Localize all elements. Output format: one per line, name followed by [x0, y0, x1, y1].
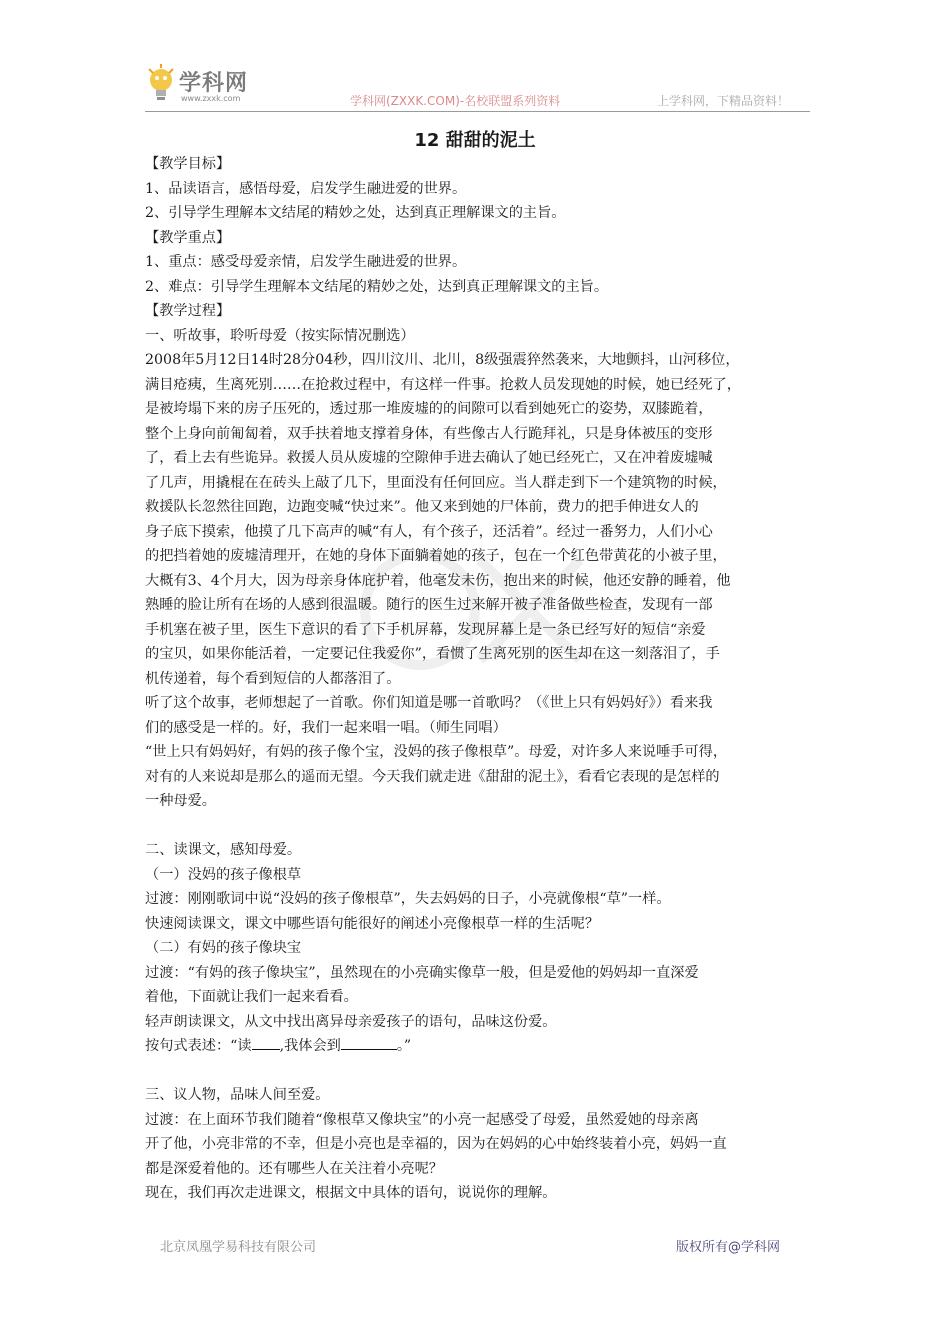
- text-line: 二、读课文，感知母爱。: [145, 842, 302, 858]
- text-line: 都是深爱着他的。还有哪些人在关注着小亮呢？: [145, 1160, 443, 1177]
- text-line: 2、引导学生理解本文结尾的精妙之处，达到真正理解课文的主旨。: [145, 205, 566, 221]
- text-line: 快速阅读课文，课文中哪些语句能很好的阐述小亮像根草一样的生活呢？: [145, 915, 600, 932]
- header-series-text: 学科网(ZXXK.COM)-名校联盟系列资料: [350, 94, 561, 108]
- logo-text: 学科网: [179, 71, 249, 96]
- text-line: 【教学过程】: [145, 303, 231, 319]
- text-line: （二）有妈的孩子像块宝: [145, 940, 302, 956]
- text-line: 1、品读语言，感悟母爱，启发学生融进爱的世界。: [145, 180, 467, 197]
- fill-middle: ,我体会到: [279, 1038, 341, 1054]
- text-line: 的把挡着她的废墟清理开，在她的身体下面躺着她的孩子，包在一个红色带黄花的小被子里，: [145, 548, 727, 564]
- text-line: 一种母爱。: [145, 793, 216, 809]
- fill-prefix: 按句式表述：“读: [145, 1038, 252, 1054]
- blank-line: [145, 1059, 810, 1084]
- blank-line: [145, 814, 810, 839]
- text-line: 整个上身向前匍匐着，双手扶着地支撑着身体，有些像古人行跪拜礼，只是身体被压的变形: [145, 425, 713, 442]
- document-body: [145, 152, 810, 1206]
- blank-underline: [341, 1035, 397, 1050]
- text-line: 过渡：“有妈的孩子像块宝”，虽然现在的小亮确实像草一般，但是爱他的妈妈却一直深爱: [145, 964, 699, 981]
- text-line: 1、重点：感受母爱亲情，启发学生融进爱的世界。: [145, 254, 467, 270]
- text-line: 大概有3、4个月大，因为母亲身体庇护着，他毫发未伤，抱出来的时候，他还安静的睡着，他: [145, 572, 731, 589]
- text-line: 了几声，用撬棍在在砖头上敲了几下，里面没有任何回应。当人群走到下一个建筑物的时候，: [145, 474, 727, 491]
- text-line: “世上只有妈妈好，有妈的孩子像个宝，没妈的孩子像根草”。母爱，对许多人来说唾手可得，: [145, 744, 728, 760]
- text-line: 三、议人物，品味人间至爱。: [145, 1087, 330, 1103]
- text-line: 是被垮塌下来的房子压死的，透过那一堆废墟的的间隙可以看到她死亡的姿势，双膝跪着，: [145, 401, 713, 417]
- text-line: 们的感受是一样的。好，我们一起来唱一唱。（师生同唱）: [145, 719, 507, 736]
- text-line: 2、难点：引导学生理解本文结尾的精妙之处，达到真正理解课文的主旨。: [145, 278, 609, 295]
- text-line: 机传递着，每个看到短信的人都落泪了。: [145, 670, 401, 687]
- text-line: 【教学重点】: [145, 229, 231, 246]
- footer-copyright: 版权所有@学科网: [676, 1240, 781, 1255]
- text-line: 开了他，小亮非常的不幸，但是小亮也是幸福的，因为在妈妈的心中始终装着小亮，妈妈一直: [145, 1136, 727, 1152]
- document-title: 12 甜甜的泥土: [414, 130, 536, 151]
- fill-in-blank-line: [145, 1034, 810, 1059]
- page-header: [145, 62, 810, 112]
- header-divider: [145, 111, 810, 112]
- text-line: 轻声朗读课文，从文中找出离异母亲爱孩子的语句，品味这份爱。: [145, 1013, 557, 1030]
- text-line: 现在，我们再次走进课文，根据文中具体的语句，说说你的理解。: [145, 1185, 557, 1201]
- text-line: 【教学目标】: [145, 156, 231, 172]
- footer-company: 北京凤凰学易科技有限公司: [160, 1240, 317, 1255]
- header-slogan: 上学科网，下精品资料！: [657, 94, 790, 108]
- text-line: 过渡：在上面环节我们随着“像根草又像块宝”的小亮一起感受了母爱，虽然爱她的母亲离: [145, 1111, 699, 1128]
- text-line: 听了这个故事，老师想起了一首歌。你们知道是哪一首歌吗？（《世上只有妈妈好》）看来我: [145, 695, 713, 711]
- text-line: 对有的人来说却是那么的遥而无望。今天我们就走进《甜甜的泥土》，看看它表现的是怎样的: [145, 768, 720, 785]
- logo: [145, 62, 265, 112]
- lightbulb-mascot-icon: [145, 64, 177, 110]
- text-line: 救援队长忽然往回跑，边跑变喊“快过来”。他又来到她的尸体前，费力的把手伸进女人的: [145, 499, 699, 515]
- logo-url: www.zxxk.com: [181, 94, 241, 103]
- fill-suffix: 。”: [396, 1038, 412, 1054]
- text-line: 的宝贝，如果你能活着，一定要记住我爱你”，看惯了生离死别的医生却在这一刻落泪了，手: [145, 646, 720, 662]
- blank-underline: [252, 1035, 280, 1050]
- text-line: 2008年5月12日14时28分04秒，四川汶川、北川，8级强震猝然袭来，大地颤抖，山河移位，: [145, 352, 740, 368]
- text-line: 熟睡的脸让所有在场的人感到很温暖。随行的医生过来解开被子准备做些检查，发现有一部: [145, 597, 713, 613]
- text-line: 身子底下摸索，他摸了几下高声的喊“有人，有个孩子，还活着”。经过一番努力，人们小心: [145, 523, 713, 540]
- text-line: 手机塞在被子里，医生下意识的看了下手机屏幕，发现屏幕上是一条已经写好的短信“亲爱: [145, 621, 706, 638]
- text-line: 满目疮痍，生离死别……在抢救过程中，有这样一件事。抢救人员发现她的时候，她已经死了，: [145, 376, 741, 393]
- text-line: 一、听故事，聆听母爱（按实际情况删选）: [145, 327, 415, 344]
- text-line: 着他，下面就让我们一起来看看。: [145, 989, 358, 1005]
- text-line: 过渡：刚刚歌词中说“没妈的孩子像根草”，失去妈妈的日子，小亮就像根“草”一样。: [145, 891, 671, 907]
- text-line: 了，看上去有些诡异。救援人员从废墟的空隙伸手进去确认了她已经死亡，又在冲着废墟喊: [145, 450, 713, 466]
- text-line: （一）没妈的孩子像根草: [145, 866, 302, 883]
